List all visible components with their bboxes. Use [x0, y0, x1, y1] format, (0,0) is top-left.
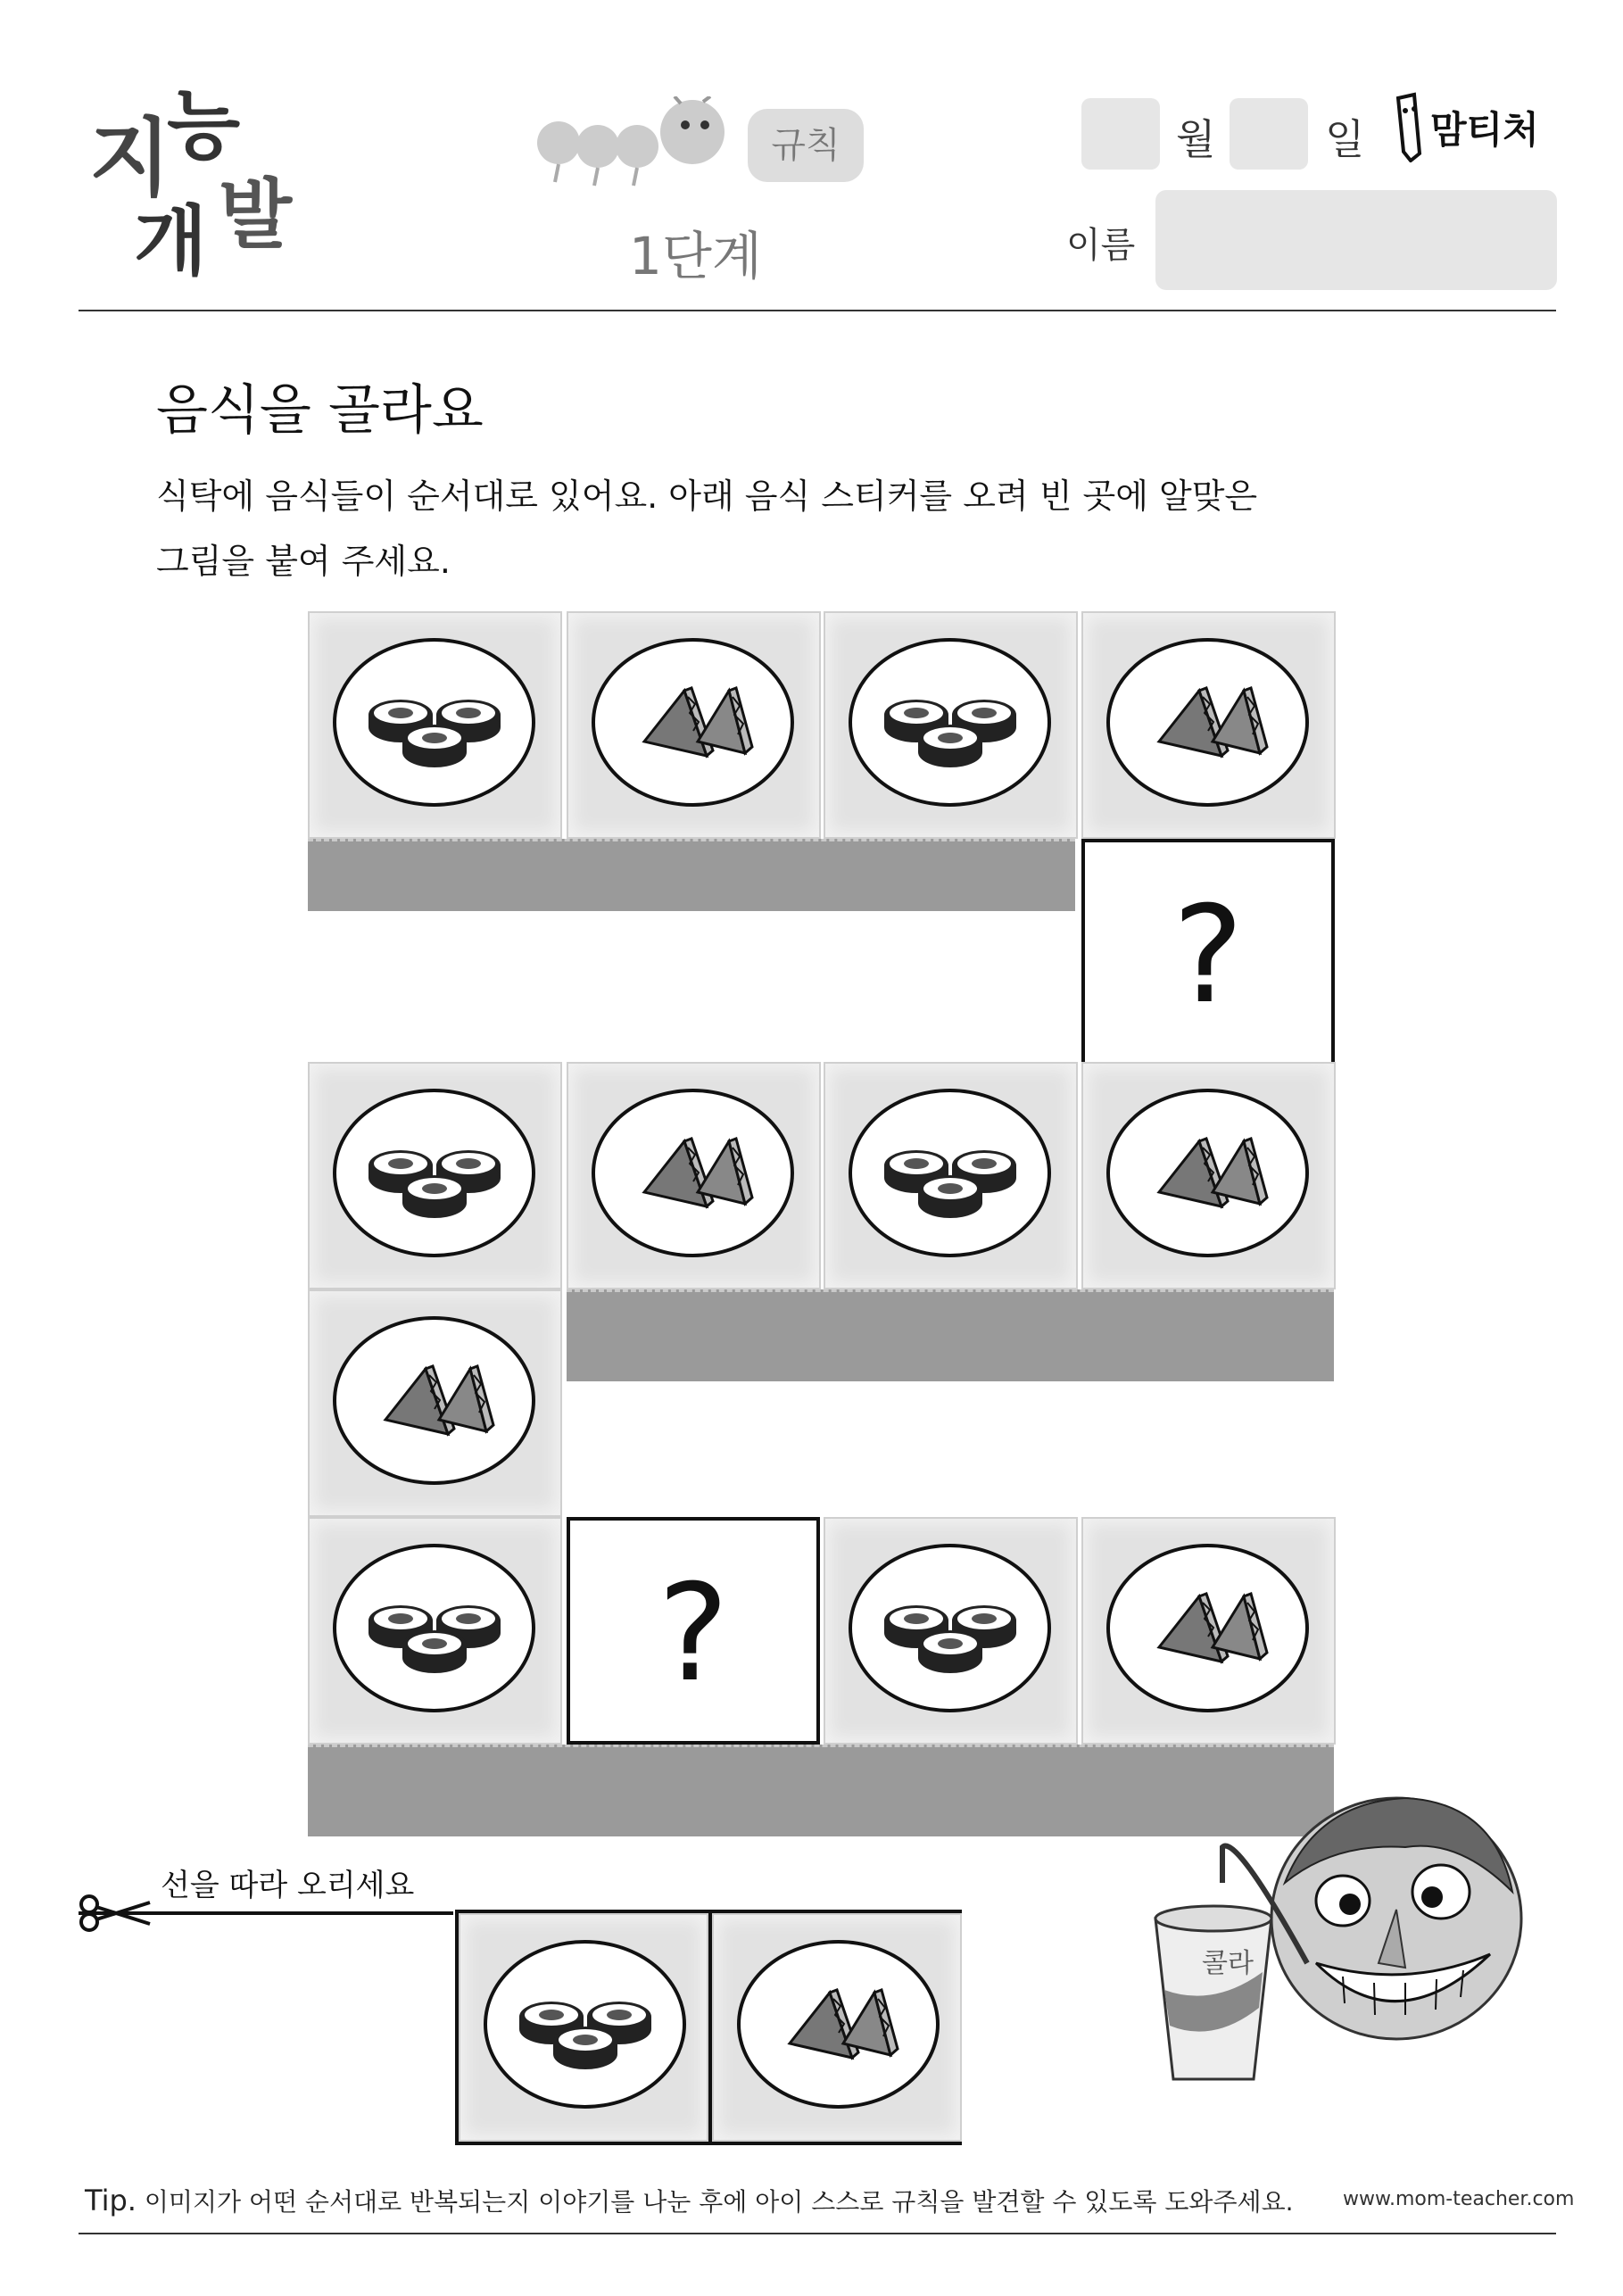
svg-text:콜라: 콜라 [1202, 1948, 1254, 1979]
plate [849, 638, 1051, 807]
page-title: 음식을 골라요 [156, 379, 484, 442]
food-cell [308, 611, 562, 839]
sandwich-icon [1110, 642, 1305, 803]
kimbap-icon [336, 642, 532, 803]
day-field[interactable] [1230, 98, 1308, 170]
food-cell [308, 1062, 562, 1289]
svg-text:능: 능 [167, 89, 241, 170]
sandwich-icon [1110, 1547, 1305, 1709]
plate [1106, 1089, 1309, 1257]
instruction-line-1: 식탁에 음식들이 순서대로 있어요. 아래 음식 스티커를 오려 빈 곳에 알맞은 [156, 477, 1258, 516]
plate [849, 1089, 1051, 1257]
sandwich-icon [741, 1944, 936, 2105]
kimbap-icon [852, 1092, 1047, 1254]
table-edge [567, 1289, 1334, 1381]
caterpillar-icon [534, 96, 739, 195]
svg-text:지: 지 [89, 110, 171, 208]
plate [849, 1544, 1051, 1712]
svg-text:맘티처: 맘티처 [1430, 108, 1539, 152]
month-label: 월 [1176, 115, 1216, 163]
food-cell [1081, 1062, 1336, 1289]
plate [333, 1544, 535, 1712]
plate [592, 1089, 794, 1257]
svg-text:발: 발 [219, 171, 293, 260]
plate [1106, 638, 1309, 807]
food-cell [567, 1062, 821, 1289]
stage-label: 1단계 [629, 226, 762, 286]
plate [333, 638, 535, 807]
food-cell [308, 1517, 562, 1745]
plate [737, 1940, 940, 2109]
food-cell [824, 1062, 1078, 1289]
logo-graphic [85, 89, 335, 286]
kimbap-icon [336, 1092, 532, 1254]
tip-text [85, 2183, 1294, 2218]
kimbap-icon [852, 642, 1047, 803]
tip-prefix: Tip. [85, 2184, 137, 2217]
sticker-kimbap[interactable] [459, 1913, 708, 2142]
sticker-sheet [455, 1910, 962, 2145]
pencil-icon [1387, 91, 1557, 162]
food-cell [824, 1517, 1078, 1745]
kid-with-cola-illustration [1138, 1785, 1530, 2088]
plate [592, 638, 794, 807]
plate [333, 1089, 535, 1257]
month-field[interactable] [1081, 98, 1160, 170]
rule-badge: 규칙 [748, 109, 864, 182]
day-label: 일 [1325, 115, 1365, 163]
sandwich-icon [336, 1320, 532, 1481]
brand-logo [1387, 91, 1557, 162]
sandwich-icon [1110, 1092, 1305, 1254]
plate [1106, 1544, 1309, 1712]
table-edge [308, 839, 1075, 911]
svg-text:개: 개 [134, 198, 208, 286]
footer-divider [79, 2233, 1556, 2234]
food-cell [1081, 1517, 1336, 1745]
blank-slot-2[interactable]: ? [567, 1517, 820, 1745]
plate [484, 1940, 686, 2109]
name-label: 이름 [1066, 225, 1136, 266]
logo [85, 89, 335, 286]
cut-line [79, 1911, 453, 1915]
tip-body: 이미지가 어떤 순서대로 반복되는지 이야기를 나눈 후에 아이 스스로 규칙을 발견할 수 있도록 도와주세요. [144, 2187, 1294, 2217]
kimbap-icon [852, 1547, 1047, 1709]
site-url[interactable]: www.mom-teacher.com [1343, 2188, 1575, 2210]
kimbap-icon [336, 1547, 532, 1709]
cut-instruction: 선을 따라 오리세요 [161, 1868, 415, 1903]
header-divider [79, 310, 1556, 311]
food-cell [1081, 611, 1336, 839]
food-cell [824, 611, 1078, 839]
instruction-line-2: 그림을 붙여 주세요. [156, 542, 451, 581]
name-field[interactable] [1155, 190, 1557, 290]
food-cell [567, 611, 821, 839]
sandwich-icon [595, 642, 791, 803]
kimbap-icon [487, 1944, 683, 2105]
plate [333, 1316, 535, 1485]
sandwich-icon [595, 1092, 791, 1254]
blank-slot-1[interactable]: ? [1081, 839, 1335, 1066]
food-cell [308, 1289, 562, 1517]
sticker-sandwich[interactable] [712, 1913, 962, 2142]
